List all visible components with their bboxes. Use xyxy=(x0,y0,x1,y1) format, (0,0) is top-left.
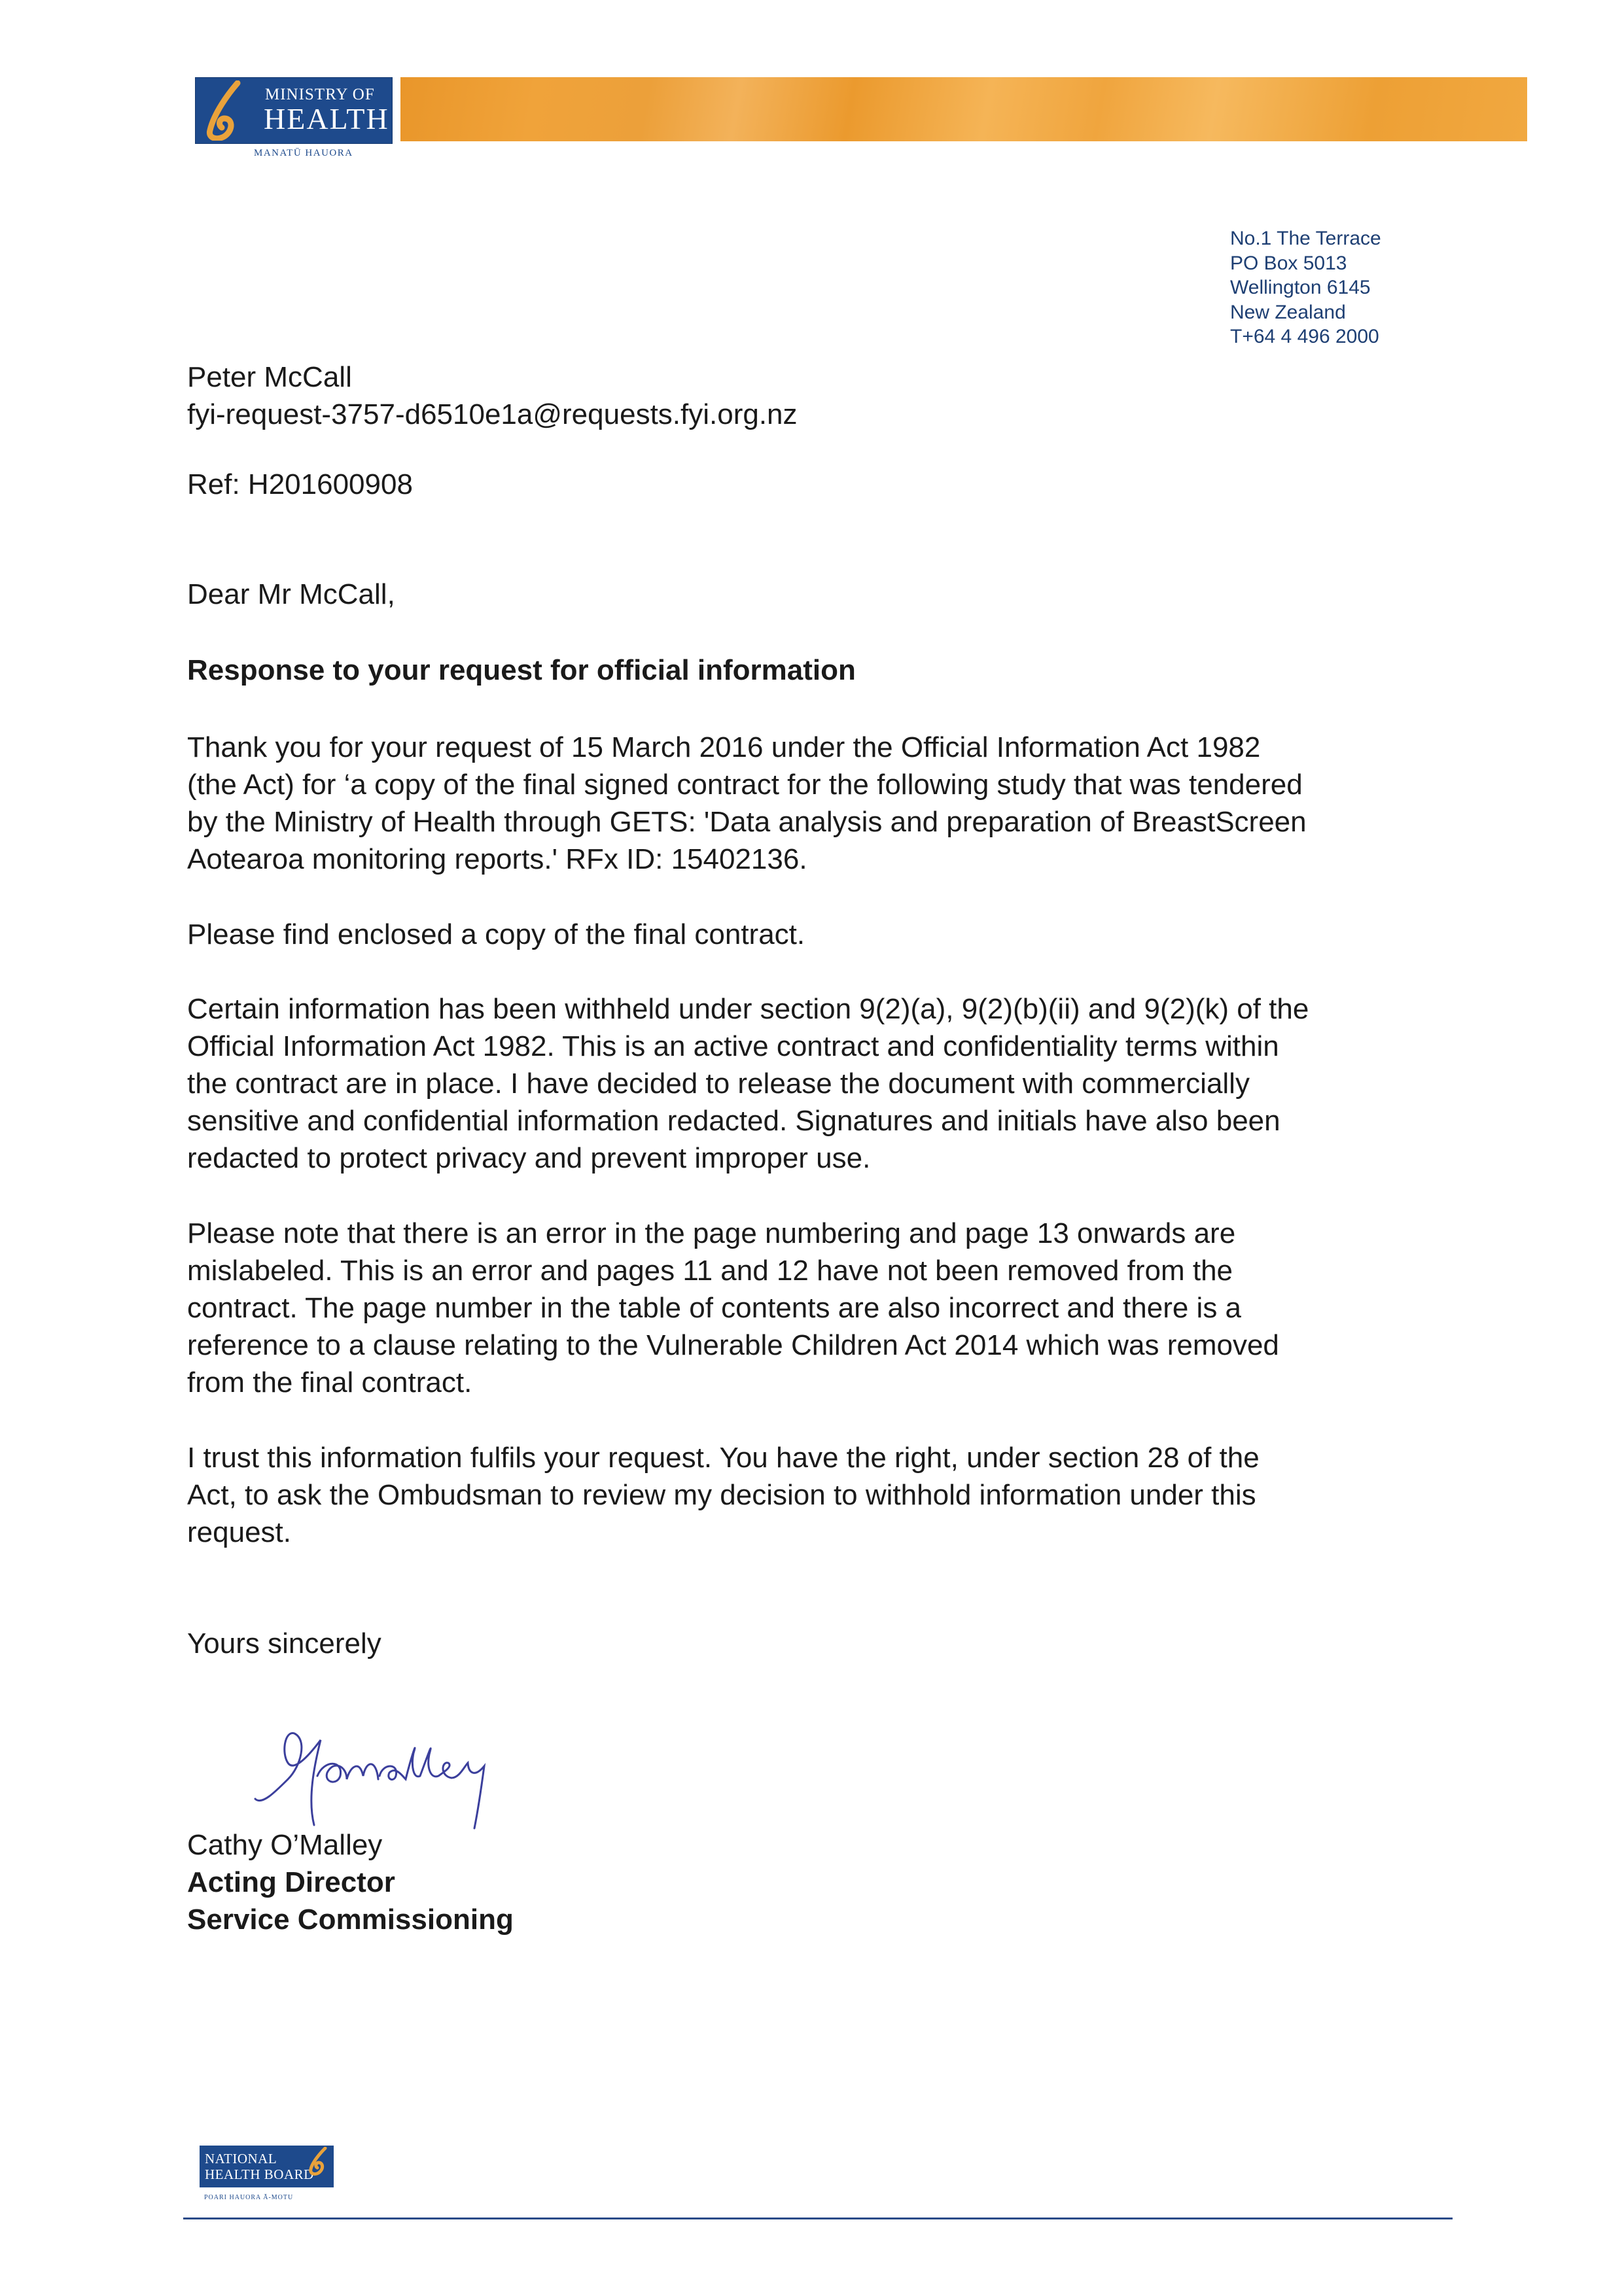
footer-logo-text-line1: NATIONAL xyxy=(205,2151,277,2166)
paragraph-line: Please find enclosed a copy of the final contract. xyxy=(187,918,805,950)
koru-icon xyxy=(304,2147,330,2176)
paragraph-line: request. xyxy=(187,1516,291,1548)
paragraph-line: I trust this information fulfils your request. You have the right, under section 28 of the xyxy=(187,1442,1260,1474)
sender-address xyxy=(1230,226,1453,349)
paragraph-line: (the Act) for ‘a copy of the final signed contract for the following study that was tendered xyxy=(187,769,1303,801)
paragraph-ombudsman-rights xyxy=(187,1439,1496,1551)
address-line: PO Box 5013 xyxy=(1230,252,1347,274)
signatory-unit: Service Commissioning xyxy=(187,1904,514,1936)
paragraph-line: redacted to protect privacy and prevent improper use. xyxy=(187,1142,871,1174)
paragraph-line: contract. The page number in the table of contents are also incorrect and there is a xyxy=(187,1292,1242,1324)
reference-number: Ref: H201600908 xyxy=(187,468,413,500)
paragraph-line: the contract are in place. I have decided to release the document with commercially xyxy=(187,1068,1250,1100)
closing: Yours sincerely xyxy=(187,1627,381,1660)
address-phone: T+64 4 496 2000 xyxy=(1230,326,1379,347)
signatory-name: Cathy O’Malley xyxy=(187,1829,383,1861)
paragraph-line: Official Information Act 1982. This is an active contract and confidentiality terms within xyxy=(187,1030,1279,1062)
logo-text-line2: HEALTH xyxy=(264,102,389,135)
subject-heading: Response to your request for official information xyxy=(187,654,856,686)
logo-text-line1: MINISTRY OF xyxy=(265,86,375,103)
paragraph-line: Thank you for your request of 15 March 2016 under the Official Information Act 1982 xyxy=(187,731,1261,763)
paragraph-line: reference to a clause relating to the Vulnerable Children Act 2014 which was removed xyxy=(187,1329,1279,1361)
paragraph-line: mislabeled. This is an error and pages 11 and 12 have not been removed from the xyxy=(187,1255,1233,1287)
recipient-name: Peter McCall xyxy=(187,361,352,393)
signatory-title: Acting Director xyxy=(187,1866,395,1898)
paragraph-page-numbering-note xyxy=(187,1215,1496,1401)
paragraph-line: Certain information has been withheld under section 9(2)(a), 9(2)(b)(ii) and 9(2)(k) of the xyxy=(187,993,1309,1025)
paragraph-line: Act, to ask the Ombudsman to review my decision to withhold information under this xyxy=(187,1479,1256,1511)
paragraph-line: by the Ministry of Health through GETS: 'Data analysis and preparation of BreastScreen xyxy=(187,806,1307,838)
paragraph-enclosure xyxy=(187,916,1496,953)
koru-icon xyxy=(200,80,252,141)
footer-logo-text-line2: HEALTH BOARD xyxy=(205,2166,314,2182)
address-line: New Zealand xyxy=(1230,301,1346,323)
address-line: No.1 The Terrace xyxy=(1230,228,1381,249)
logo-maori-name: MANATŪ HAUORA xyxy=(254,148,353,158)
paragraph-withheld-information xyxy=(187,990,1496,1177)
address-line: Wellington 6145 xyxy=(1230,277,1371,298)
ministry-of-health-logo xyxy=(195,77,393,144)
salutation: Dear Mr McCall, xyxy=(187,578,395,610)
paragraph-request-acknowledgement xyxy=(187,729,1496,878)
national-health-board-logo xyxy=(200,2146,334,2187)
paragraph-line: from the final contract. xyxy=(187,1366,472,1399)
paragraph-line: Please note that there is an error in the page numbering and page 13 onwards are xyxy=(187,1217,1236,1249)
footer-divider xyxy=(183,2218,1453,2219)
recipient-email: fyi-request-3757-d6510e1a@requests.fyi.org.nz xyxy=(187,398,798,430)
handwritten-signature-icon xyxy=(249,1714,563,1838)
letterhead-banner xyxy=(400,77,1527,141)
paragraph-line: sensitive and confidential information redacted. Signatures and initials have also been xyxy=(187,1105,1280,1137)
footer-logo-maori-name: POARI HAUORA Ā-MOTU xyxy=(204,2194,294,2201)
paragraph-line: Aotearoa monitoring reports.' RFx ID: 15402136. xyxy=(187,843,807,875)
